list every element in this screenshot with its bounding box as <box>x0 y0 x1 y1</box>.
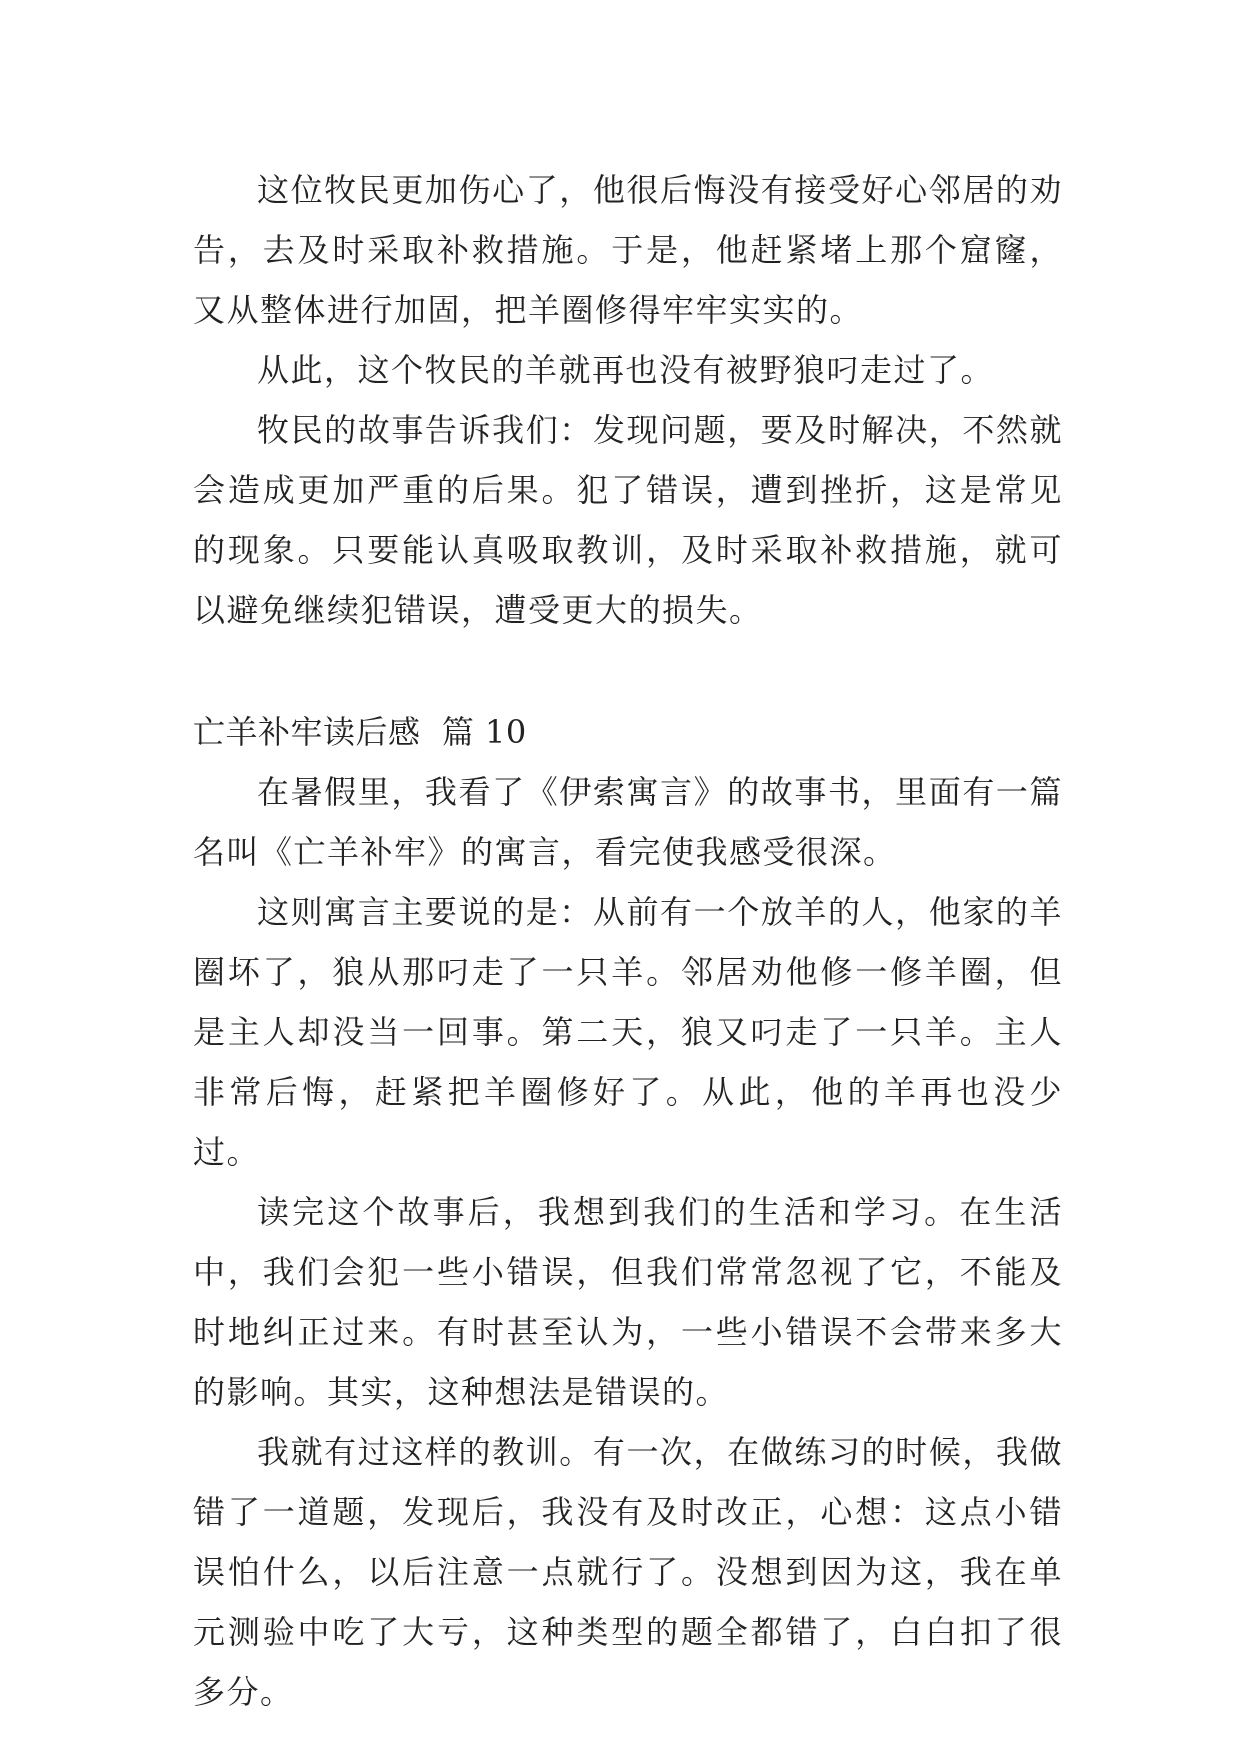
paragraph: 从此，这个牧民的羊就再也没有被野狼叼走过了。 <box>257 351 995 389</box>
paragraph: 在暑假里，我看了《伊索寓言》的故事书，里面有一篇名叫《亡羊补牢》的寓言，看完使我感受很深。 <box>193 773 1063 871</box>
paragraph: 这位牧民更加伤心了，他很后悔没有接受好心邻居的劝告，去及时采取补救措施。于是，他赶紧堵上那个窟窿，又从整体进行加固，把羊圈修得牢牢实实的。 <box>193 171 1063 329</box>
paragraph: 这则寓言主要说的是：从前有一个放羊的人，他家的羊圈坏了，狼从那叼走了一只羊。邻居劝他修一修羊圈，但是主人却没当一回事。第二天，狼又叼走了一只羊。主人非常后悔，赶紧把羊圈修好了。从此，他的羊再也没少过。 <box>193 893 1063 1171</box>
section-heading: 亡羊补牢读后感 篇 10 <box>193 713 527 751</box>
document-body <box>193 160 1063 1722</box>
paragraph: 读完这个故事后，我想到我们的生活和学习。在生活中，我们会犯一些小错误，但我们常常忽视了它，不能及时地纠正过来。有时甚至认为，一些小错误不会带来多大的影响。其实，这种想法是错误的。 <box>193 1193 1063 1411</box>
section-gap <box>193 640 1063 702</box>
paragraph: 牧民的故事告诉我们：发现问题，要及时解决，不然就会造成更加严重的后果。犯了错误，遭到挫折，这是常见的现象。只要能认真吸取教训，及时采取补救措施，就可以避免继续犯错误，遭受更大的损失。 <box>193 411 1063 629</box>
paragraph: 我就有过这样的教训。有一次，在做练习的时候，我做错了一道题，发现后，我没有及时改正，心想：这点小错误怕什么，以后注意一点就行了。没想到因为这，我在单元测验中吃了大亏，这种类型的题全都错了，白白扣了很多分。 <box>193 1433 1063 1711</box>
